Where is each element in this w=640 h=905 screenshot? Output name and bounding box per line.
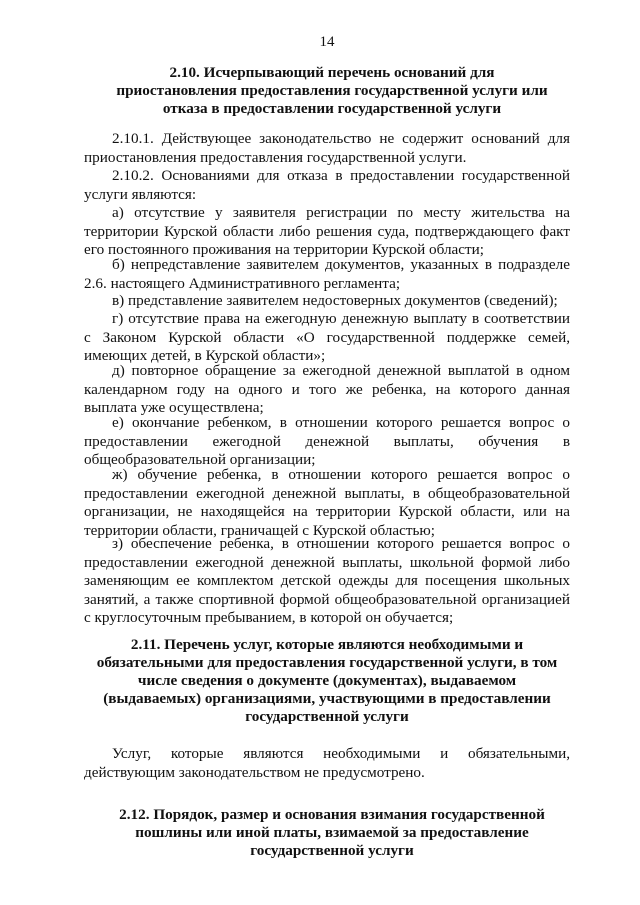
paragraph-item-a: а) отсутствие у заявителя регистрации по месту жительства на территории Курской области либо решения суда, подтверждающего факт его постоянного проживания на территории Курской области; <box>84 204 570 259</box>
section-2-11-heading: 2.11. Перечень услуг, которые являются необходимыми и обязательными для предоставления государственной услуги, в том числе сведения о документе (документах), выдаваемом (выдаваемых) организациями, участвующими в предоставлении государственной услуги <box>96 636 558 725</box>
paragraph-2-10-2: 2.10.2. Основаниями для отказа в предоставлении государственной услуги являются: <box>84 167 570 203</box>
paragraph-item-d: д) повторное обращение за ежегодной денежной выплатой в одном календарном году на одного и того же ребенка, на которого данная выплата уже осуществлена; <box>84 362 570 417</box>
paragraph-item-v: в) представление заявителем недостоверных документов (сведений); <box>112 292 558 309</box>
page-number: 14 <box>319 34 335 50</box>
paragraph-item-b: б) непредставление заявителем документов, указанных в подразделе 2.6. настоящего Административного регламента; <box>84 256 570 292</box>
paragraph-2-11: Услуг, которые являются необходимыми и обязательными, действующим законодательством не предусмотрено. <box>84 745 570 781</box>
paragraph-item-zh: ж) обучение ребенка, в отношении которого решается вопрос о предоставлении ежегодной денежной выплаты, в общеобразовательной организации, не находящейся на территории Курской области, или на территории области, граничащей с Курской областью; <box>84 466 570 539</box>
section-2-12-heading: 2.12. Порядок, размер и основания взимания государственной пошлины или иной платы, взимаемой за предоставление государственной услуги <box>119 806 545 859</box>
paragraph-item-e: е) окончание ребенком, в отношении которого решается вопрос о предоставлении ежегодной денежной выплаты, обучения в общеобразовательной организации; <box>84 414 570 469</box>
paragraph-2-10-1: 2.10.1. Действующее законодательство не содержит оснований для приостановления предоставления государственной услуги. <box>84 130 570 166</box>
paragraph-item-z: з) обеспечение ребенка, в отношении которого решается вопрос о предоставлении ежегодной денежной выплаты, школьной формой либо заменяющим ее комплектом детской одежды для посещения школьных занятий, а также спортивной формой общеобразовательной организацией с круглосуточным пребыванием, в которой он обучается; <box>84 535 570 627</box>
paragraph-item-g: г) отсутствие права на ежегодную денежную выплату в соответствии с Законом Курской области «О государственной поддержке семей, имеющих детей, в Курской области»; <box>84 310 570 365</box>
section-2-10-heading: 2.10. Исчерпывающий перечень оснований для приостановления предоставления государственной услуги или отказа в предоставлении государственной услуги <box>116 64 548 117</box>
